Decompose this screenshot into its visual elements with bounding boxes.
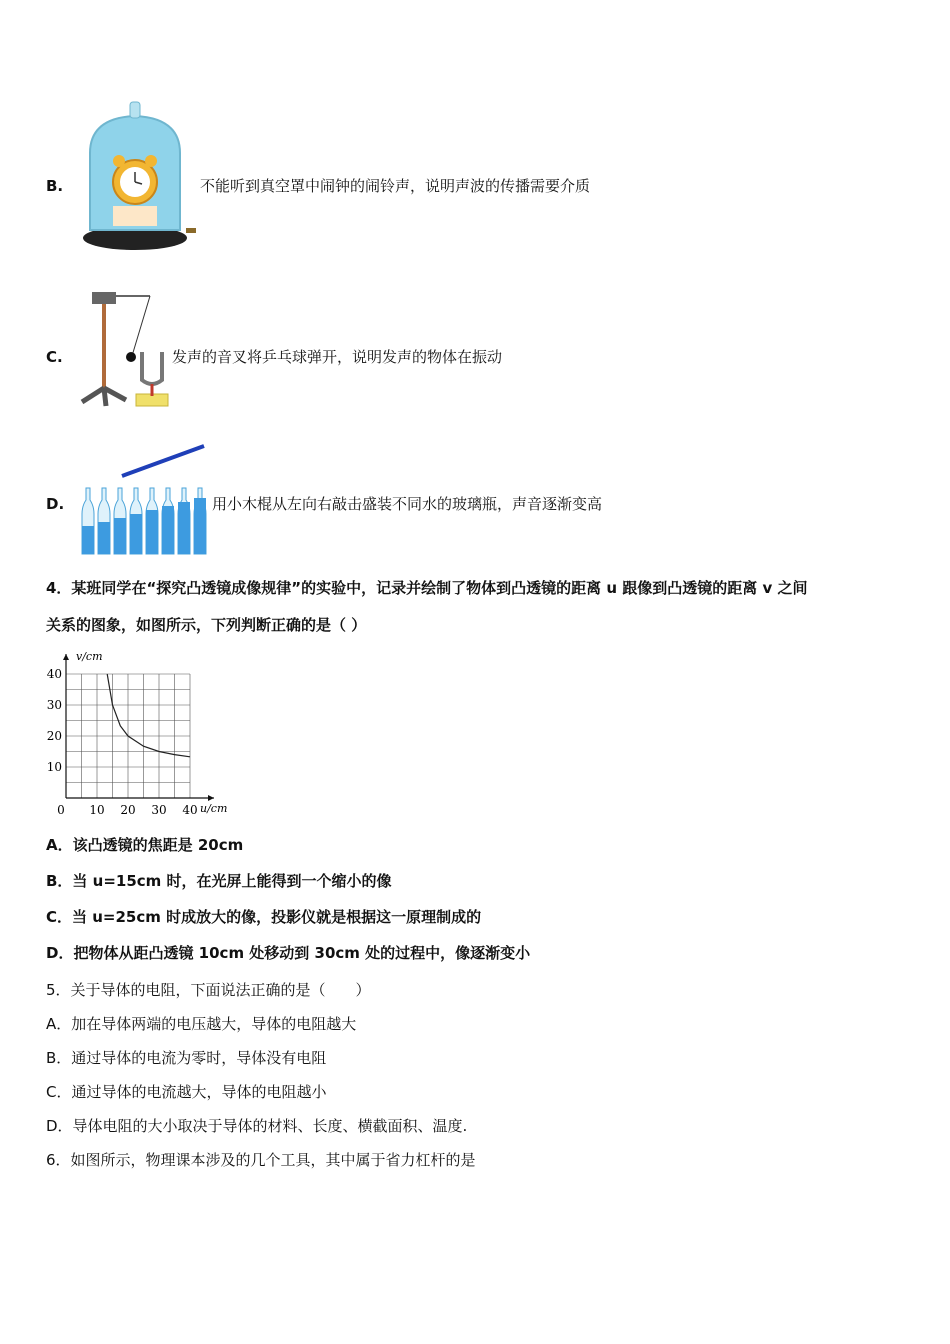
chart-curve	[107, 674, 190, 757]
q5-option-b: B．通过导体的电流为零时，导体没有电阻	[46, 1049, 327, 1067]
q5-option-a: A．加在导体两端的电压越大，导体的电阻越大	[46, 1015, 357, 1033]
bottle-1	[82, 488, 94, 554]
option-d-text: 用小木棍从左向右敲击盛装不同水的玻璃瓶，声音逐渐变高	[212, 495, 603, 513]
bottle-5	[146, 488, 158, 554]
q4-stem-line2: 关系的图象，如图所示，下列判断正确的是（ ）	[46, 616, 367, 634]
y-tick-label: 30	[46, 698, 62, 712]
uv-graph	[44, 648, 244, 820]
x-tick-label: 20	[120, 803, 136, 817]
jar-valve	[186, 228, 196, 233]
y-tick-label: 20	[46, 729, 62, 743]
stand-clamp	[92, 292, 116, 304]
water-bottles-figure	[76, 442, 212, 558]
tuning-fork	[142, 352, 162, 384]
bottle-3	[114, 488, 126, 554]
bottle-7	[178, 488, 190, 554]
x-tick-label: 30	[151, 803, 167, 817]
x-axis-arrow	[208, 795, 214, 801]
q5-option-c: C．通过导体的电流越大，导体的电阻越小	[46, 1083, 327, 1101]
option-b-text: 不能听到真空罩中闹钟的闹铃声，说明声波的传播需要介质	[200, 177, 591, 195]
q4-option-d: D．把物体从距凸透镜 10cm 处移动到 30cm 处的过程中，像逐渐变小	[46, 944, 531, 962]
x-tick-label: 10	[89, 803, 105, 817]
option-b-letter: B.	[46, 177, 64, 195]
q5-stem: 5．关于导体的电阻，下面说法正确的是（ ）	[46, 981, 371, 999]
y-tick-label: 10	[46, 760, 62, 774]
chart-axes	[63, 654, 214, 801]
wooden-stick	[122, 446, 204, 476]
bell-jar-figure	[78, 98, 198, 254]
q4-stem-line1: 4．某班同学在“探究凸透镜成像规律”的实验中，记录并绘制了物体到凸透镜的距离 u 跟像到凸透镜的距离 v 之间	[46, 579, 808, 597]
bottle-8	[194, 488, 206, 554]
jar-knob	[130, 102, 140, 118]
ping-pong-ball	[126, 352, 136, 362]
x-tick-label: 0	[57, 803, 65, 817]
q6-stem: 6．如图所示，物理课本涉及的几个工具，其中属于省力杠杆的是	[46, 1151, 476, 1169]
x-tick-label: 40	[182, 803, 198, 817]
chart-xlabel: u/cm	[200, 802, 228, 815]
tuning-fork-figure	[76, 288, 176, 410]
q5-option-d: D．导体电阻的大小取决于导体的材料、长度、横截面积、温度.	[46, 1117, 468, 1135]
option-d-letter: D.	[46, 495, 65, 513]
q4-option-c: C．当 u=25cm 时成放大的像，投影仪就是根据这一原理制成的	[46, 908, 482, 926]
option-c-text: 发声的音叉将乒乓球弹开，说明发声的物体在振动	[172, 348, 503, 366]
clock-stand	[113, 206, 157, 226]
y-tick-label: 40	[46, 667, 62, 681]
q4-option-a: A．该凸透镜的焦距是 20cm	[46, 836, 244, 854]
q4-option-b: B．当 u=15cm 时，在光屏上能得到一个缩小的像	[46, 872, 392, 890]
bottle-2	[98, 488, 110, 554]
bottle-4	[130, 488, 142, 554]
y-axis-arrow	[63, 654, 69, 660]
chart-ylabel: v/cm	[76, 650, 103, 663]
option-c-letter: C.	[46, 348, 63, 366]
bottle-6	[162, 488, 174, 554]
